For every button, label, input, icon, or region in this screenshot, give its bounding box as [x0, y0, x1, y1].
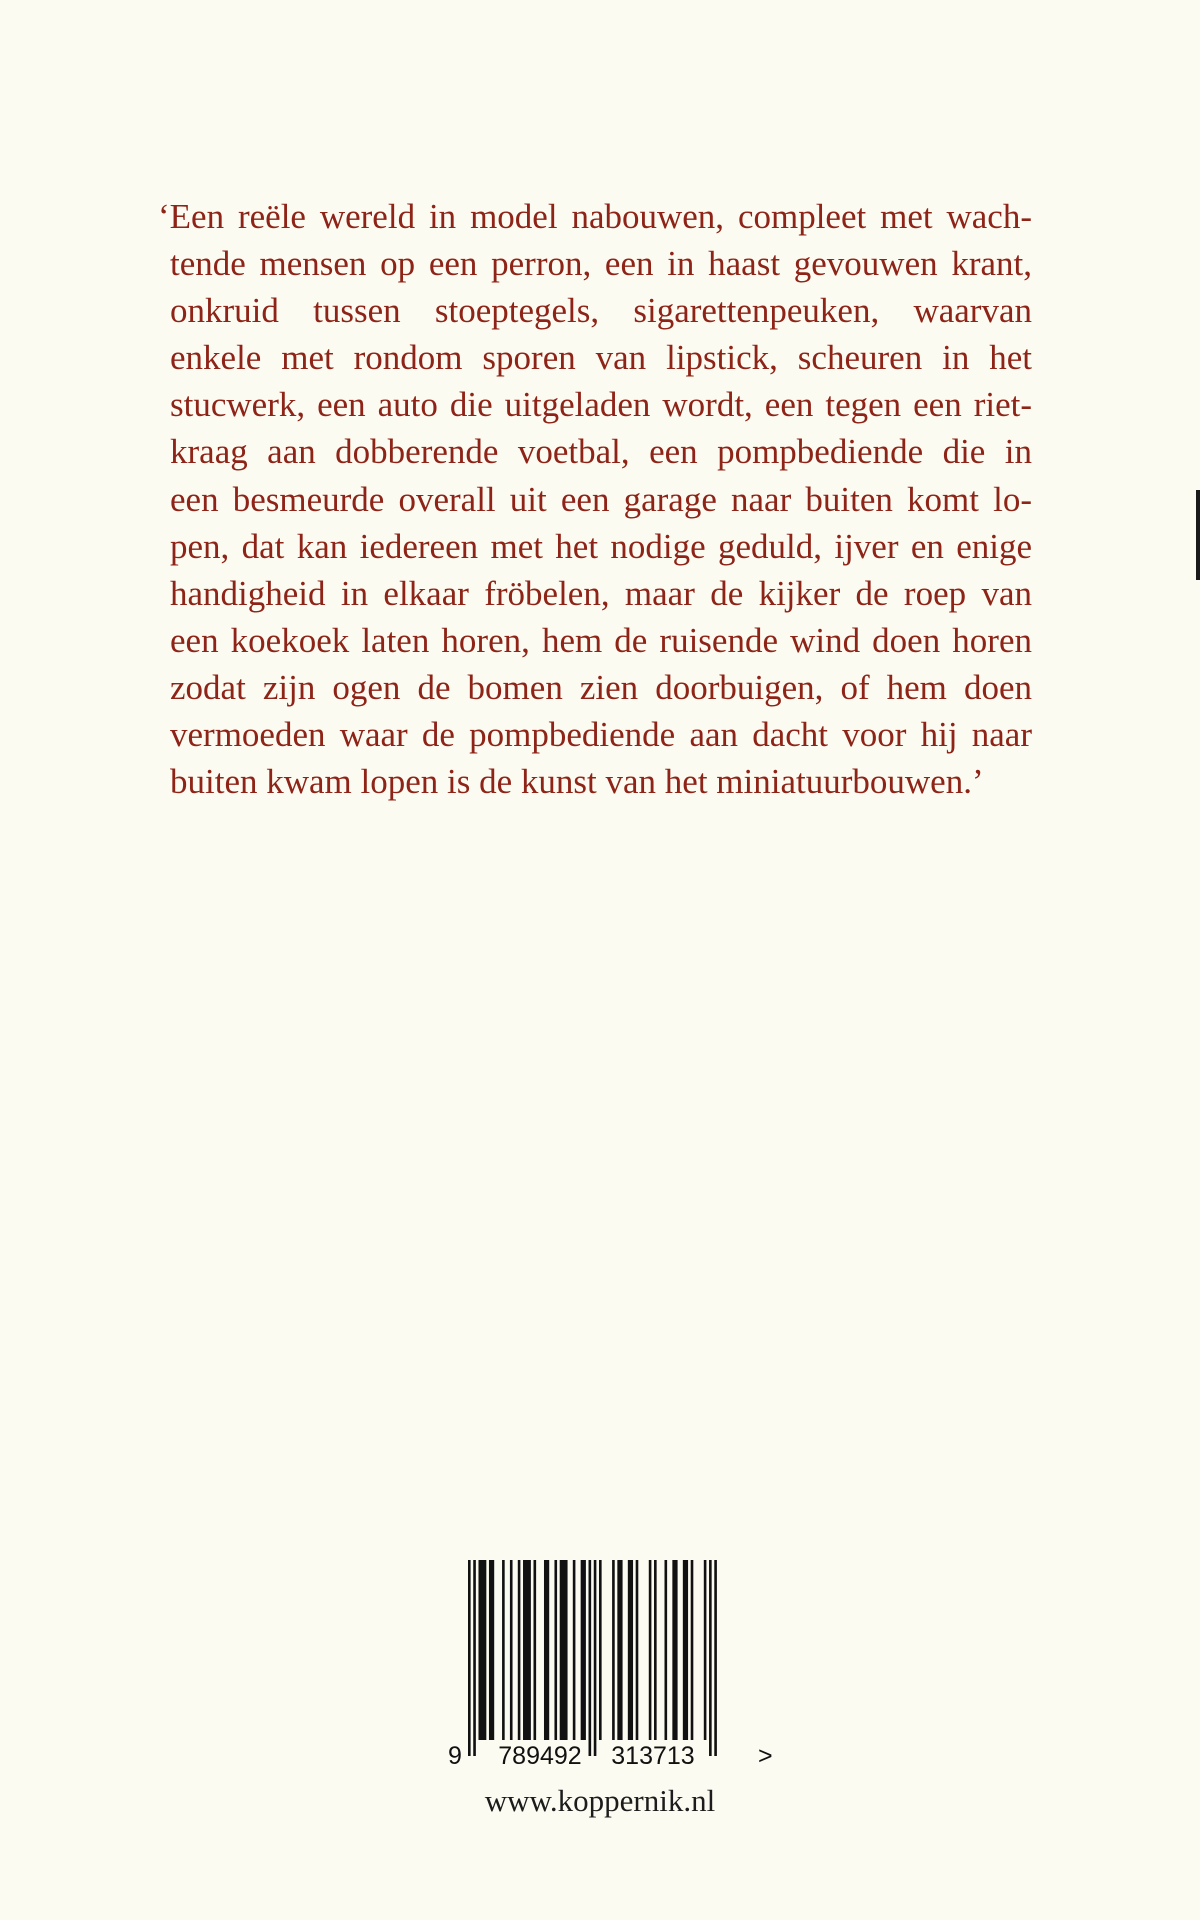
quote-line: kraag aan dobberende voetbal, een pompbediende die in: [170, 432, 1032, 472]
quote-line: vermoeden waar de pompbediende aan dacht voor hij naar: [170, 715, 1032, 755]
barcode-bar: [649, 1560, 652, 1740]
barcode-bar: [654, 1560, 657, 1740]
barcode-bar: [714, 1560, 717, 1756]
barcode-bar: [672, 1560, 677, 1740]
publisher-website: www.koppernik.nl: [484, 1783, 716, 1818]
barcode-bar: [510, 1560, 513, 1740]
barcode-bar: [617, 1560, 622, 1740]
quote-line: buiten kwam lopen is de kunst van het miniatuurbouwen.’: [170, 762, 984, 802]
barcode-bar: [683, 1560, 688, 1740]
quote-line: stucwerk, een auto die uitgeladen wordt, een tegen een riet-: [170, 385, 1032, 425]
quote-line: ‘Een reële wereld in model nabouwen, compleet met wach-: [158, 197, 1032, 236]
barcode-bar: [468, 1560, 471, 1756]
quote-line: handigheid in elkaar fröbelen, maar de kijker de roep van: [170, 573, 1032, 613]
barcode-bar: [665, 1560, 668, 1740]
barcode-bar: [473, 1560, 476, 1756]
quote-line: pen, dat kan iedereen met het nodige geduld, ijver en enige: [170, 526, 1032, 566]
barcode-end-mark: >: [758, 1742, 773, 1770]
quote-line: tende mensen op een perron, een in haast gevouwen krant,: [170, 244, 1032, 284]
barcode-bar: [599, 1560, 602, 1740]
barcode-bar: [691, 1560, 694, 1740]
barcode-bar: [523, 1560, 531, 1740]
barcode-graphic: [448, 1560, 778, 1780]
barcode-bar: [573, 1560, 576, 1740]
quote-line: enkele met rondom sporen van lipstick, scheuren in het: [170, 338, 1032, 378]
barcode-bar: [560, 1560, 568, 1740]
back-cover-quote: [158, 193, 1032, 805]
quote-line: een besmeurde overall uit een garage naar buiten komt lo-: [170, 479, 1032, 519]
barcode-bar: [581, 1560, 586, 1740]
quote-line: een koekoek laten horen, hem de ruisende wind doen horen: [170, 620, 1032, 660]
barcode-bar: [636, 1560, 639, 1740]
barcode-bar: [589, 1560, 592, 1756]
barcode-bar: [554, 1560, 557, 1740]
barcode-bar: [534, 1560, 537, 1740]
barcode-bar: [612, 1560, 615, 1740]
barcode-digit-group-right: 313713: [611, 1742, 695, 1770]
barcode-bar: [709, 1560, 712, 1756]
quote-line: zodat zijn ogen de bomen zien doorbuigen, of hem doen: [170, 667, 1032, 707]
barcode-bar: [489, 1560, 494, 1740]
barcode-lead-digit: 9: [448, 1742, 462, 1770]
barcode-bar: [594, 1560, 597, 1756]
barcode-bar: [544, 1560, 549, 1740]
quote-line: onkruid tussen stoeptegels, sigarettenpeuken, waarvan: [170, 291, 1032, 331]
barcode-bars: [468, 1560, 717, 1756]
spine-edge-mark: [1196, 490, 1200, 580]
isbn-barcode: [448, 1560, 778, 1780]
barcode-bar: [478, 1560, 486, 1740]
barcode-digit-group-left: 789492: [498, 1742, 582, 1770]
barcode-bar: [704, 1560, 707, 1740]
barcode-bar: [518, 1560, 521, 1740]
barcode-bar: [628, 1560, 633, 1740]
barcode-bar: [502, 1560, 505, 1740]
